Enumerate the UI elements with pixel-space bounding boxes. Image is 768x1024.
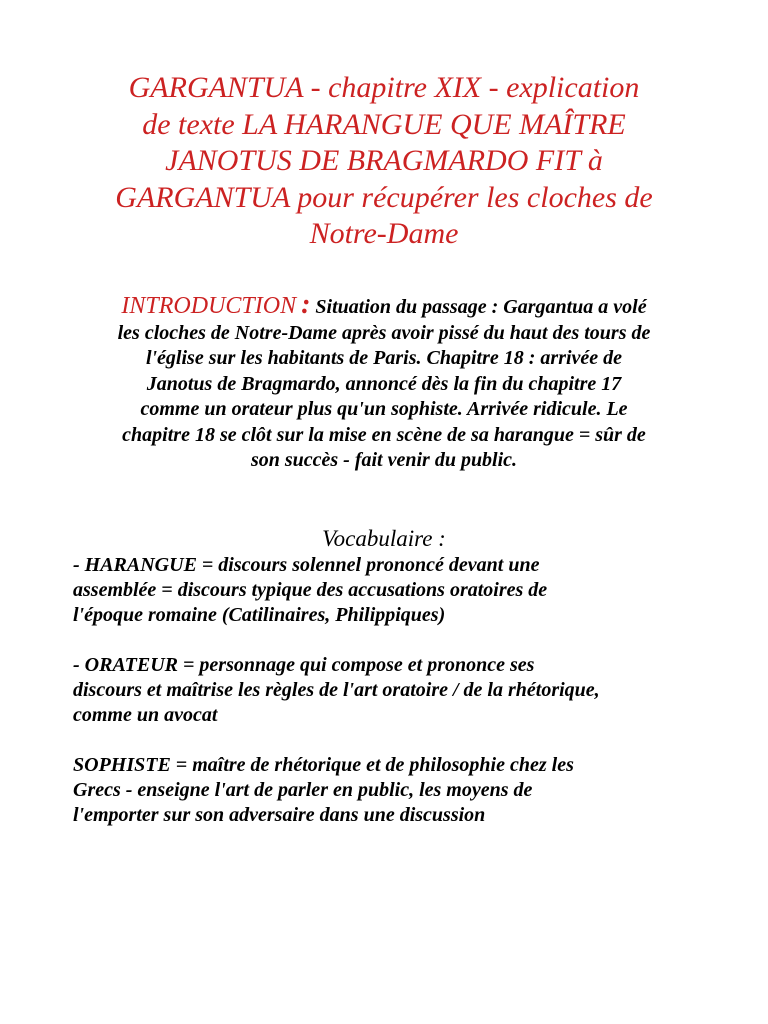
title-line: de texte LA HARANGUE QUE MAÎTRE	[142, 107, 626, 141]
vocabulary-line: l'époque romaine (Catilinaires, Philippiques)	[73, 604, 446, 626]
title-line: Notre-Dame	[309, 217, 459, 250]
vocabulary-entry-harangue	[73, 553, 713, 628]
vocabulary-line: comme un avocat	[73, 704, 218, 726]
introduction-label: INTRODUCTION	[121, 293, 297, 319]
title-line: GARGANTUA - chapitre XIX - explication	[128, 71, 640, 104]
vocabulary-line: l'emporter sur son adversaire dans une discussion	[73, 804, 486, 826]
vocabulary-line: discours et maîtrise les règles de l'art oratoire / de la rhétorique,	[73, 679, 600, 701]
vocabulary-line: - HARANGUE = discours solennel prononcé devant une	[73, 554, 540, 576]
document-title	[60, 70, 708, 253]
introduction-colon: :	[301, 289, 311, 320]
introduction-line: Situation du passage : Gargantua a volé	[315, 296, 647, 318]
introduction-paragraph	[66, 289, 702, 474]
introduction-line: comme un orateur plus qu'un sophiste. Arrivée ridicule. Le	[140, 398, 628, 420]
introduction-line: son succès - fait venir du public.	[250, 449, 518, 471]
vocabulary-line: - ORATEUR = personnage qui compose et prononce ses	[73, 654, 535, 676]
introduction-line: les cloches de Notre-Dame après avoir pissé du haut des tours de	[117, 321, 651, 344]
vocabulary-entry-orateur	[73, 653, 713, 728]
introduction-line: l'église sur les habitants de Paris. Chapitre 18 : arrivée de	[145, 347, 623, 369]
introduction-line: Janotus de Bragmardo, annoncé dès la fin du chapitre 17	[146, 372, 622, 395]
vocabulary-line: SOPHISTE = maître de rhétorique et de philosophie chez les	[73, 754, 574, 776]
title-line: GARGANTUA pour récupérer les cloches de	[115, 180, 653, 214]
vocabulary-entry-sophiste	[73, 753, 713, 828]
vocabulary-line: assemblée = discours typique des accusations oratoires de	[73, 579, 548, 601]
title-line: JANOTUS DE BRAGMARDO FIT à	[165, 144, 603, 177]
introduction-line: chapitre 18 se clôt sur la mise en scène de sa harangue = sûr de	[122, 423, 646, 446]
vocabulary-heading: Vocabulaire :	[322, 526, 446, 551]
vocabulary-line: Grecs - enseigne l'art de parler en public, les moyens de	[73, 779, 533, 801]
